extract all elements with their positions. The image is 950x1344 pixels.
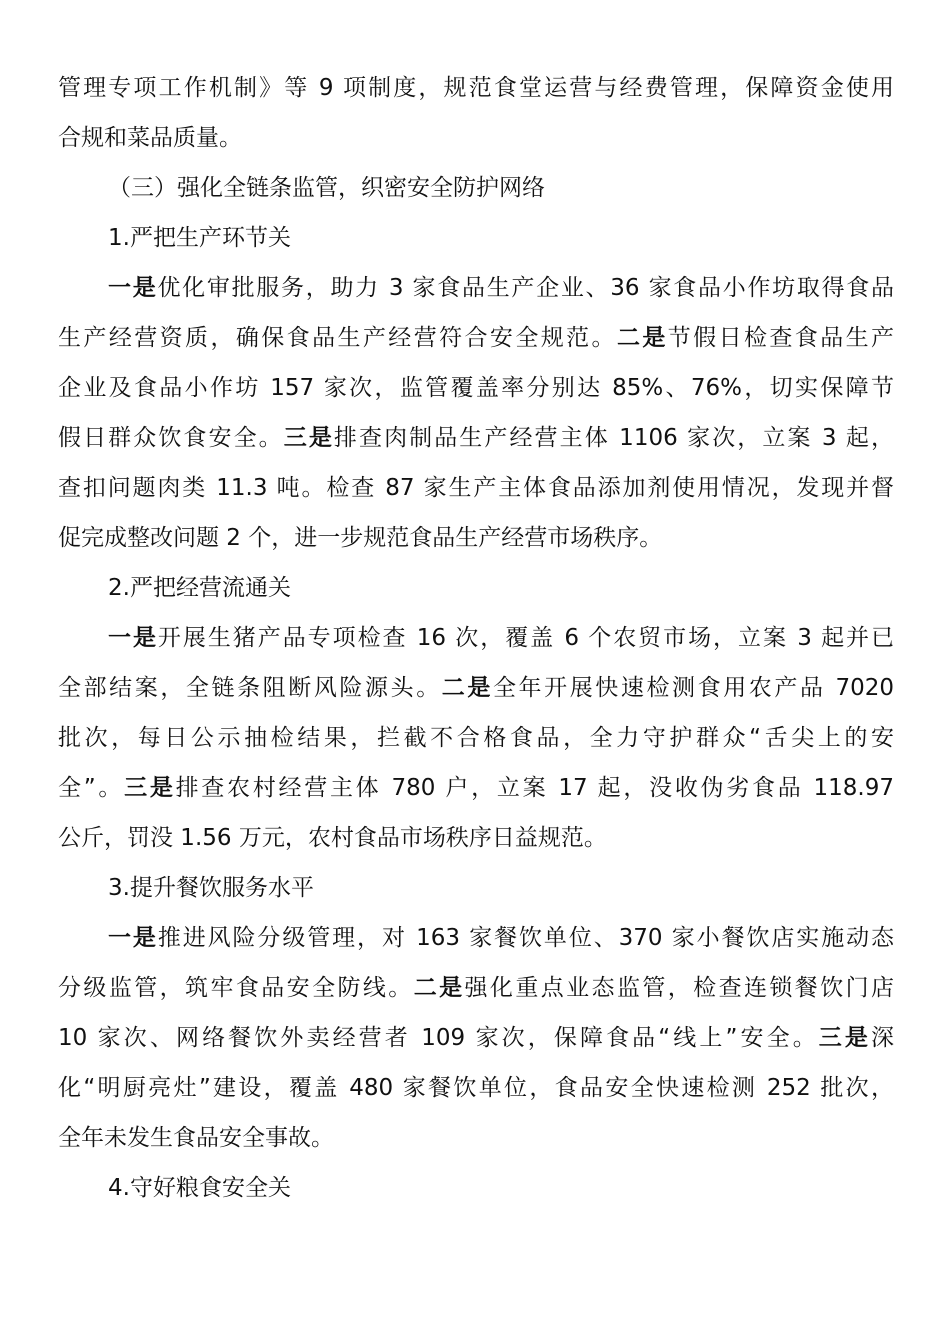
text: 企业及食品小作坊 157 家次，监管覆盖率分别达 85%、76%，切实保障节 bbox=[58, 375, 894, 401]
bold-label: 一是 bbox=[108, 625, 158, 651]
paragraph-line bbox=[58, 670, 894, 706]
paragraph-line bbox=[58, 320, 894, 356]
paragraph-line bbox=[58, 1020, 894, 1056]
heading-text: 4.守好粮食安全关 bbox=[108, 1175, 291, 1201]
text: 排查肉制品生产经营主体 1106 家次，立案 3 起， bbox=[333, 425, 895, 451]
bold-label: 一是 bbox=[108, 925, 158, 951]
paragraph-line bbox=[58, 70, 894, 106]
text: 促完成整改问题 2 个，进一步规范食品生产经营市场秩序。 bbox=[58, 525, 663, 551]
paragraph-line bbox=[108, 920, 894, 956]
text: 公斤，罚没 1.56 万元，农村食品市场秩序日益规范。 bbox=[58, 825, 607, 851]
section-heading bbox=[108, 170, 894, 206]
paragraph-line bbox=[58, 370, 894, 406]
paragraph-line bbox=[58, 470, 894, 506]
paragraph-line bbox=[108, 620, 894, 656]
text: 推进风险分级管理，对 163 家餐饮单位、370 家小餐饮店实施动态 bbox=[157, 925, 894, 951]
text: 查扣问题肉类 11.3 吨。检查 87 家生产主体食品添加剂使用情况，发现并督 bbox=[58, 475, 894, 501]
paragraph-line bbox=[58, 120, 894, 156]
text: 全年开展快速检测食用农产品 7020 bbox=[492, 675, 894, 701]
paragraph-line bbox=[58, 1070, 894, 1106]
text: 全年未发生食品安全事故。 bbox=[58, 1125, 334, 1151]
text: 化“明厨亮灶”建设，覆盖 480 家餐饮单位，食品安全快速检测 252 批次， bbox=[58, 1075, 894, 1101]
heading-text: 1.严把生产环节关 bbox=[108, 225, 291, 251]
text: 优化审批服务，助力 3 家食品生产企业、36 家食品小作坊取得食品 bbox=[157, 275, 894, 301]
subsection-heading bbox=[108, 220, 894, 256]
paragraph-line bbox=[58, 970, 894, 1006]
text: 节假日检查食品生产 bbox=[667, 325, 894, 351]
paragraph-line bbox=[58, 420, 894, 456]
subsection-heading bbox=[108, 570, 894, 606]
subsection-heading bbox=[108, 1170, 894, 1206]
heading-text: 3.提升餐饮服务水平 bbox=[108, 875, 314, 901]
text: 批次，每日公示抽检结果，拦截不合格食品，全力守护群众“舌尖上的安 bbox=[58, 725, 894, 751]
paragraph-line bbox=[58, 820, 894, 856]
text: 生产经营资质，确保食品生产经营符合安全规范。 bbox=[58, 325, 617, 351]
bold-label: 一是 bbox=[108, 275, 158, 301]
bold-label: 三是 bbox=[124, 775, 176, 801]
text: 10 家次、网络餐饮外卖经营者 109 家次，保障食品“线上”安全。 bbox=[58, 1025, 819, 1051]
text: 排查农村经营主体 780 户，立案 17 起，没收伪劣食品 118.97 bbox=[175, 775, 895, 801]
bold-label: 三是 bbox=[818, 1025, 871, 1051]
paragraph-line bbox=[58, 1120, 894, 1156]
text: 分级监管，筑牢食品安全防线。 bbox=[58, 975, 414, 1001]
heading-text: 2.严把经营流通关 bbox=[108, 575, 291, 601]
paragraph-line bbox=[58, 720, 894, 756]
bold-label: 二是 bbox=[441, 675, 493, 701]
bold-label: 二是 bbox=[616, 325, 668, 351]
heading-text: （三）强化全链条监管，织密安全防护网络 bbox=[108, 175, 545, 201]
subsection-heading bbox=[108, 870, 894, 906]
text: 合规和菜品质量。 bbox=[58, 125, 242, 151]
text: 开展生猪产品专项检查 16 次，覆盖 6 个农贸市场，立案 3 起并已 bbox=[157, 625, 895, 651]
paragraph-line bbox=[58, 770, 894, 806]
text: 强化重点业态监管，检查连锁餐饮门店 bbox=[464, 975, 894, 1001]
text: 全部结案，全链条阻断风险源头。 bbox=[58, 675, 442, 701]
text: 假日群众饮食安全。 bbox=[58, 425, 284, 451]
text: 深 bbox=[871, 1025, 894, 1051]
text: 全”。 bbox=[58, 775, 125, 801]
text: 管理专项工作机制》等 9 项制度，规范食堂运营与经费管理，保障资金使用 bbox=[58, 75, 894, 101]
bold-label: 三是 bbox=[283, 425, 334, 451]
bold-label: 二是 bbox=[413, 975, 465, 1001]
paragraph-line bbox=[108, 270, 894, 306]
paragraph-line bbox=[58, 520, 894, 556]
